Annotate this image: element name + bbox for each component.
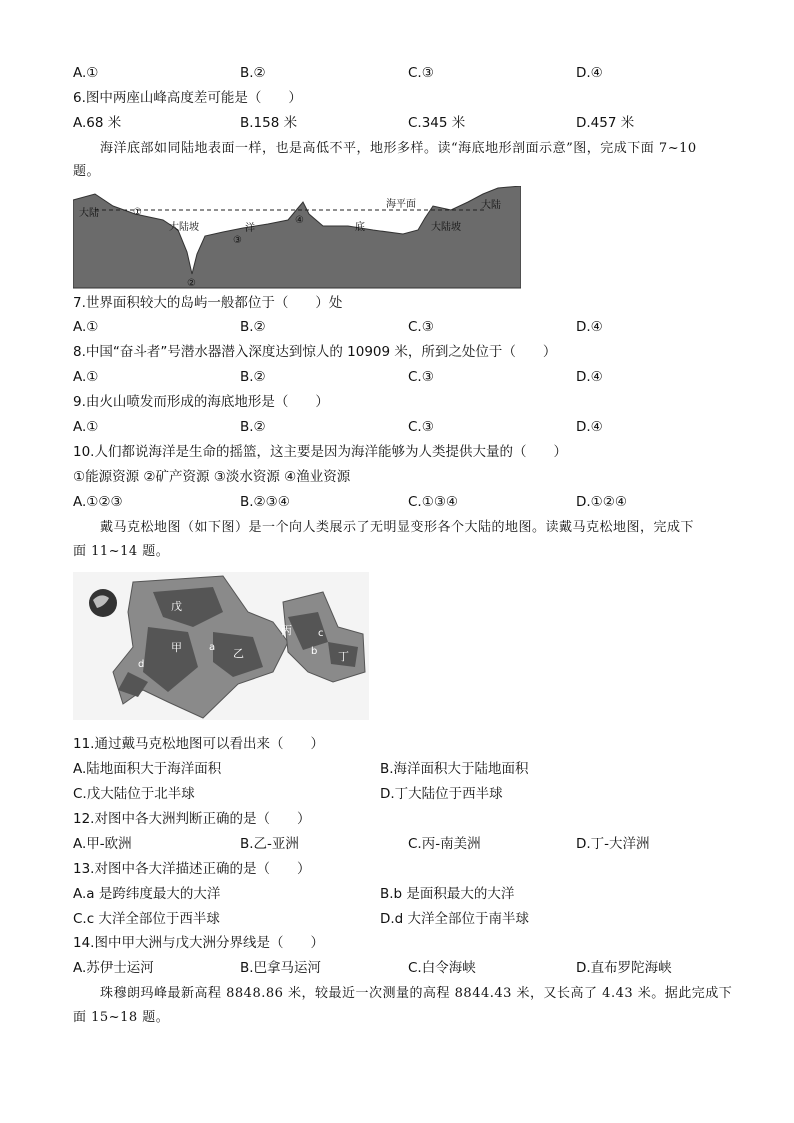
options-row-7	[0, 316, 794, 338]
options-row-13-ab	[0, 883, 794, 905]
options-row-9	[0, 416, 794, 438]
option-b: B.②③④	[240, 494, 290, 510]
question-stem: 13.对图中各大洋描述正确的是（ ）	[73, 861, 311, 877]
option-d: D.④	[576, 65, 603, 81]
option-a: A.陆地面积大于海洋面积	[73, 761, 222, 777]
dymaxion-map-figure	[73, 572, 369, 720]
option-d: D.①②④	[576, 494, 627, 510]
passage-1-line-1: 海洋底部如同陆地表面一样，也是高低不平，地形多样。读“海底地形剖面示意”图，完成下面 7~10	[100, 141, 697, 156]
passage-2-line-1: 戴马克松地图（如下图）是一个向人类展示了无明显变形各个大陆的地图。读戴马克松地图，完成下	[100, 520, 695, 535]
label-continental-slope-left: 大陆坡	[169, 222, 199, 233]
option-a: A.苏伊士运河	[73, 960, 154, 976]
label-b: b	[311, 646, 318, 657]
label-land-left: 大陆	[79, 208, 99, 219]
option-c: C.c 大洋全部位于西半球	[73, 911, 220, 927]
question-10-choices	[0, 466, 794, 488]
label-d: d	[138, 659, 145, 670]
seabed-profile-figure	[73, 186, 521, 290]
question-9	[0, 391, 794, 413]
option-a: A.甲-欧洲	[73, 836, 132, 852]
option-d: D.丁大陆位于西半球	[380, 786, 503, 802]
marker-2: ②	[187, 278, 196, 289]
label-bing: 丙	[281, 624, 292, 637]
label-floor: 底	[355, 222, 365, 233]
options-row-12	[0, 833, 794, 855]
question-13	[0, 858, 794, 880]
option-a: A.①	[73, 419, 99, 435]
option-b: B.乙-亚洲	[240, 836, 299, 852]
option-b: B.海洋面积大于陆地面积	[380, 761, 529, 777]
label-wu: 戊	[171, 600, 182, 613]
options-row-5	[0, 62, 794, 84]
option-d: D.丁-大洋洲	[576, 836, 650, 852]
option-d: D.④	[576, 319, 603, 335]
option-d: D.直布罗陀海峡	[576, 960, 672, 976]
option-b: B.②	[240, 319, 266, 335]
option-a: A.①	[73, 65, 99, 81]
option-d: D.d 大洋全部位于南半球	[380, 911, 530, 927]
question-11	[0, 733, 794, 755]
option-c: C.③	[408, 419, 434, 435]
options-row-8	[0, 366, 794, 388]
option-a: A.①	[73, 369, 99, 385]
question-stem: 10.人们都说海洋是生命的摇篮，这主要是因为海洋能够为人类提供大量的（ ）	[73, 444, 567, 460]
question-stem: 12.对图中各大洲判断正确的是（ ）	[73, 811, 311, 827]
marker-1: ①	[133, 207, 142, 218]
question-7	[0, 292, 794, 314]
option-c: C.①③④	[408, 494, 459, 510]
passage-1-line-2: 题。	[73, 164, 101, 179]
option-c: C.戊大陆位于北半球	[73, 786, 195, 802]
label-c: c	[318, 628, 324, 639]
label-ding: 丁	[338, 650, 349, 663]
option-c: C.345 米	[408, 115, 466, 131]
question-10	[0, 441, 794, 463]
seabed-profile-svg	[73, 186, 521, 290]
option-b: B.巴拿马运河	[240, 960, 322, 976]
option-d: D.④	[576, 419, 603, 435]
option-c: C.③	[408, 369, 434, 385]
option-d: D.④	[576, 369, 603, 385]
options-row-6	[0, 112, 794, 134]
question-8	[0, 341, 794, 363]
option-c: C.白令海峡	[408, 960, 476, 976]
options-row-11-cd	[0, 783, 794, 805]
question-stem: 14.图中甲大洲与戊大洲分界线是（ ）	[73, 935, 324, 951]
options-row-13-cd	[0, 908, 794, 930]
passage-3-line-2: 面 15~18 题。	[73, 1010, 170, 1025]
option-b: B.②	[240, 65, 266, 81]
option-b: B.158 米	[240, 115, 298, 131]
question-12	[0, 808, 794, 830]
label-yi: 乙	[233, 647, 244, 660]
marker-3: ③	[233, 235, 242, 246]
question-stem: 7.世界面积较大的岛屿一般都位于（ ）处	[73, 295, 343, 311]
option-c: C.③	[408, 319, 434, 335]
options-row-10	[0, 491, 794, 513]
option-b: B.②	[240, 419, 266, 435]
question-6	[0, 87, 794, 109]
option-a: A.①②③	[73, 494, 123, 510]
option-a: A.a 是跨纬度最大的大洋	[73, 886, 221, 902]
option-c: C.③	[408, 65, 434, 81]
label-jia: 甲	[171, 641, 182, 654]
options-row-14	[0, 957, 794, 979]
option-d: D.457 米	[576, 115, 635, 131]
question-14	[0, 932, 794, 954]
question-stem: 6.图中两座山峰高度差可能是（ ）	[73, 90, 302, 106]
label-ocean: 洋	[245, 223, 255, 234]
label-continental-slope-right: 大陆坡	[431, 222, 461, 233]
choice-list: ①能源资源 ②矿产资源 ③淡水资源 ④渔业资源	[73, 469, 351, 485]
option-a: A.①	[73, 319, 99, 335]
question-stem: 8.中国“奋斗者”号潜水器潜入深度达到惊人的 10909 米，所到之处位于（ ）	[73, 344, 557, 360]
label-land-right: 大陆	[481, 200, 501, 211]
label-sea-level: 海平面	[386, 199, 416, 210]
label-a: a	[209, 642, 216, 653]
option-b: B.②	[240, 369, 266, 385]
passage-2-line-2: 面 11~14 题。	[73, 544, 170, 559]
dymaxion-map-svg	[73, 572, 369, 720]
option-c: C.丙-南美洲	[408, 836, 481, 852]
marker-4: ④	[295, 215, 304, 226]
option-b: B.b 是面积最大的大洋	[380, 886, 515, 902]
question-stem: 9.由火山喷发而形成的海底地形是（ ）	[73, 394, 329, 410]
passage-3-line-1: 珠穆朗玛峰最新高程 8848.86 米，较最近一次测量的高程 8844.43 米，又长高了 4.43 米。据此完成下	[100, 986, 733, 1001]
options-row-11-ab	[0, 758, 794, 780]
question-stem: 11.通过戴马克松地图可以看出来（ ）	[73, 736, 324, 752]
option-a: A.68 米	[73, 115, 122, 131]
